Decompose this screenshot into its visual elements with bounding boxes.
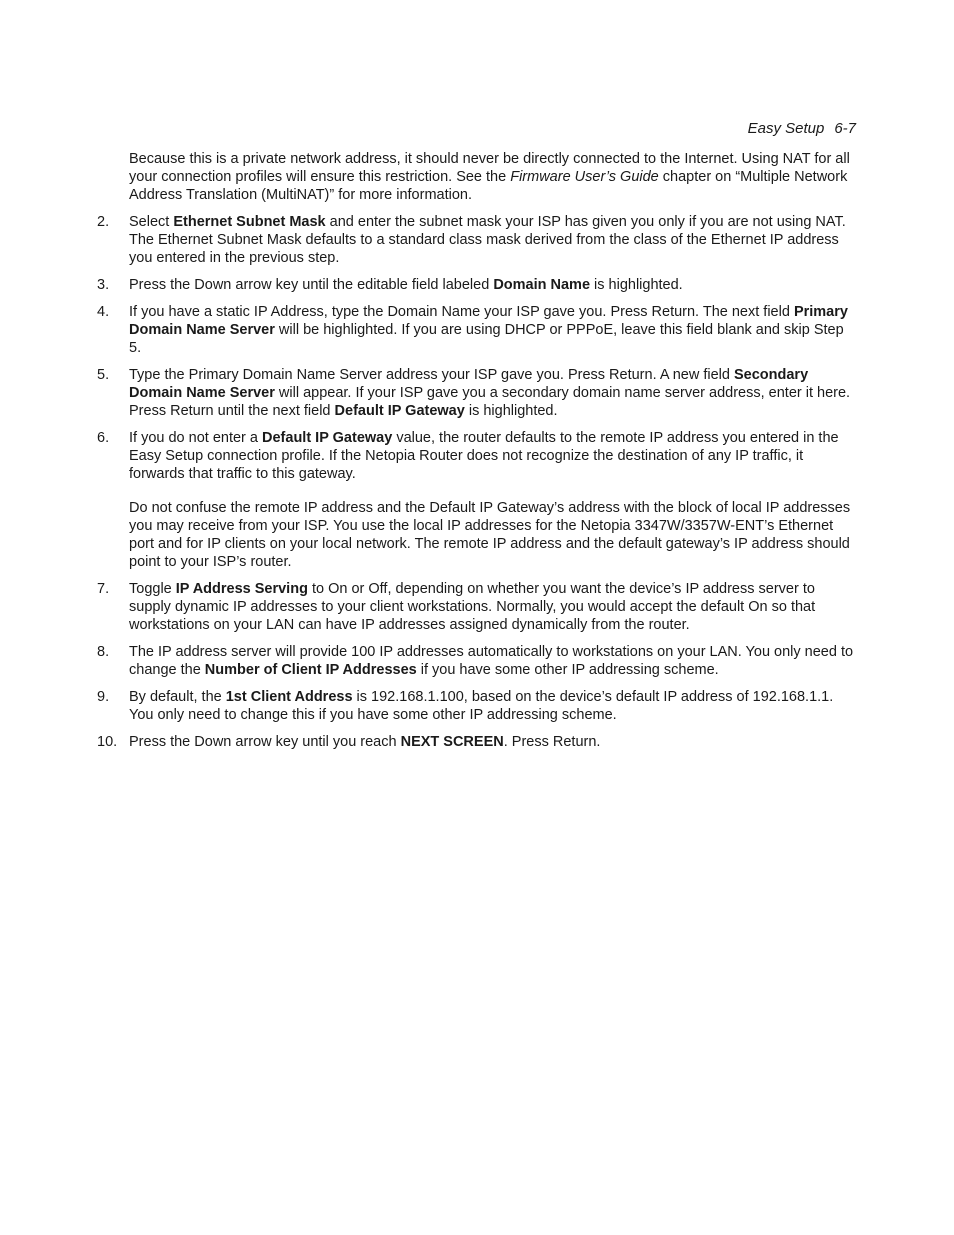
intro-paragraph (97, 150, 857, 204)
field-name: 1st Client Address (225, 689, 353, 705)
step-10: 10. Press the Down arrow key until you reach NEXT SCREEN. Press Return. (97, 734, 601, 750)
step-4: 4. If you have a static IP Address, type the Domain Name your ISP gave you. Press Return. The next field Primary Domain Name Server will be highlighted. If you are using DHCP or PPPoE, leave this field blank and skip Step 5. (97, 304, 848, 356)
step-number: 9. (97, 689, 110, 705)
page-header (748, 120, 856, 137)
field-name: Secondary Domain Name Server (129, 367, 809, 401)
step-6: 6. If you do not enter a Default IP Gateway value, the router defaults to the remote IP address you entered in the Easy Setup connection profile. If the Netopia Router does not recognize the destination of any IP traffic, it forwards that traffic to this gateway. Do not confuse the remote IP address and the Default IP Gateway’s address with the block of local IP addresses you may receive from your ISP. You use the local IP addresses for the Netopia 3347W/3357W-ENT’s Ethernet port and for IP clients on your local network. The remote IP address and the default gateway’s IP address should point to your ISP’s router. (97, 429, 857, 571)
step-6-note: Do not confuse the remote IP address and the Default IP Gateway’s address with the block of local IP addresses you may receive from your ISP. You use the local IP addresses for the Netopia 3347W/3357W-ENT’s Ethernet port and for IP clients on your local network. The remote IP address and the default gateway’s IP address should point to your ISP’s router. (129, 500, 851, 570)
step-number: 3. (97, 277, 110, 293)
field-name: Domain Name (493, 277, 591, 293)
field-name: Ethernet Subnet Mask (173, 214, 326, 230)
intro-text-end: chapter on “Multiple Network Address Translation (MultiNAT)” for more information. (129, 169, 848, 203)
step-number: 8. (97, 644, 110, 660)
field-name: Primary Domain Name Server (129, 304, 848, 338)
field-name: Number of Client IP Addresses (204, 662, 417, 678)
field-name: IP Address Serving (175, 581, 308, 597)
field-name: NEXT SCREEN (400, 734, 504, 750)
step-9: 9. By default, the 1st Client Address is 192.168.1.100, based on the device’s default IP address of 192.168.1.1. You only need to change this if you have some other IP addressing scheme. (97, 689, 834, 723)
step-number: 7. (97, 581, 110, 597)
section-title: Easy Setup (747, 120, 825, 137)
intro-text: Because this is a private network address, it should never be directly connected to the Internet. Using NAT for all your connection profiles will ensure this restriction. See the (129, 151, 850, 185)
step-number: 4. (97, 304, 110, 320)
step-number: 2. (97, 214, 110, 230)
document-body (97, 150, 857, 760)
step-2: 2. Select Ethernet Subnet Mask and enter the subnet mask your ISP has given you only if you are not using NAT. The Ethernet Subnet Mask defaults to a standard class mask derived from the class of the Ethernet IP address you entered in the previous step. (97, 214, 846, 266)
step-number: 6. (97, 430, 110, 446)
step-7: 7. Toggle IP Address Serving to On or Off, depending on whether you want the device’s IP address server to supply dynamic IP addresses to your client workstations. Normally, you would accept the default On so that workstations on your LAN can have IP addresses assigned dynamically from the router. (97, 581, 816, 633)
step-5: 5. Type the Primary Domain Name Server address your ISP gave you. Press Return. A new field Secondary Domain Name Server will appear. If your ISP gave you a secondary domain name server address, enter it here. Press Return until the next field Default IP Gateway is highlighted. (97, 367, 851, 419)
step-number: 10. (97, 734, 118, 750)
page-number: 6-7 (834, 120, 856, 137)
step-8: 8. The IP address server will provide 100 IP addresses automatically to workstations on your LAN. You only need to change the Number of Client IP Addresses if you have some other IP addressing scheme. (97, 644, 854, 678)
step-3: 3. Press the Down arrow key until the editable field labeled Domain Name is highlighted. (97, 277, 683, 293)
field-name: Default IP Gateway (262, 430, 393, 446)
step-number: 5. (97, 367, 110, 383)
guide-title: Firmware User’s Guide (510, 169, 659, 185)
field-name: Default IP Gateway (334, 403, 465, 419)
